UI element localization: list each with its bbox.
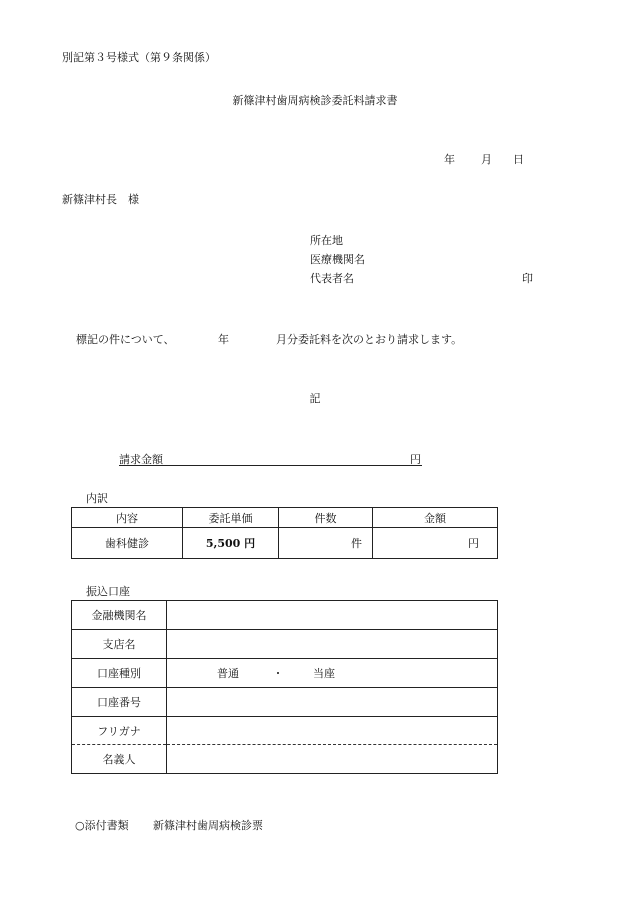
furigana-value xyxy=(167,717,498,745)
breakdown-header-row xyxy=(72,508,498,528)
institution-label: 医療機関名 xyxy=(310,253,365,266)
attachment-label: ○添付書類 xyxy=(75,819,129,832)
account-type-current: 当座 xyxy=(313,667,335,680)
claim-unit: 円 xyxy=(410,453,421,466)
header-count: 件数 xyxy=(279,508,373,528)
table-row xyxy=(72,659,498,688)
account-holder-label: 名義人 xyxy=(72,745,167,774)
bank-name-label: 金融機関名 xyxy=(72,601,167,630)
table-row xyxy=(72,528,498,559)
claim-underline xyxy=(119,465,422,466)
table-row xyxy=(72,630,498,659)
date-year: 年 xyxy=(444,153,455,166)
account-type-value xyxy=(167,659,498,688)
breakdown-table xyxy=(71,507,498,559)
table-row xyxy=(72,601,498,630)
table-row xyxy=(72,745,498,774)
account-number-label: 口座番号 xyxy=(72,688,167,717)
table-row xyxy=(72,717,498,745)
document-title: 新篠津村歯周病検診委託料請求書 xyxy=(232,94,398,107)
request-year: 年 xyxy=(218,333,229,346)
form-number-label: 別記第３号様式（第９条関係） xyxy=(62,51,216,64)
header-content: 内容 xyxy=(72,508,183,528)
date-day: 日 xyxy=(513,153,524,166)
account-type-label: 口座種別 xyxy=(72,659,167,688)
account-type-separator: ・ xyxy=(272,667,284,680)
bank-name-value xyxy=(167,601,498,630)
location-label: 所在地 xyxy=(310,234,343,247)
seal-mark: 印 xyxy=(522,272,533,285)
breakdown-heading: 内訳 xyxy=(86,492,108,505)
ki-mark: 記 xyxy=(309,392,321,405)
cell-content: 歯科健診 xyxy=(72,528,183,559)
header-amount: 金額 xyxy=(373,508,498,528)
request-prefix: 標記の件について、 xyxy=(76,333,175,346)
date-month: 月 xyxy=(481,153,492,166)
attachment-value: 新篠津村歯周病検診票 xyxy=(153,819,263,832)
branch-name-label: 支店名 xyxy=(72,630,167,659)
account-holder-value xyxy=(167,745,498,774)
cell-amount: 円 xyxy=(373,528,498,559)
table-row xyxy=(72,688,498,717)
cell-unit-price: 5,500 円 xyxy=(183,528,279,559)
furigana-label: フリガナ xyxy=(72,717,167,745)
account-number-value xyxy=(167,688,498,717)
bank-heading: 振込口座 xyxy=(86,585,130,598)
representative-label: 代表者名 xyxy=(310,272,354,285)
header-unit-price: 委託単価 xyxy=(183,508,279,528)
cell-count: 件 xyxy=(279,528,373,559)
branch-name-value xyxy=(167,630,498,659)
addressee: 新篠津村長 様 xyxy=(62,193,139,206)
claim-label: 請求金額 xyxy=(119,453,163,466)
account-type-ordinary: 普通 xyxy=(217,667,239,680)
bank-account-table xyxy=(71,600,498,774)
request-suffix: 月分委託料を次のとおり請求します。 xyxy=(276,333,463,346)
